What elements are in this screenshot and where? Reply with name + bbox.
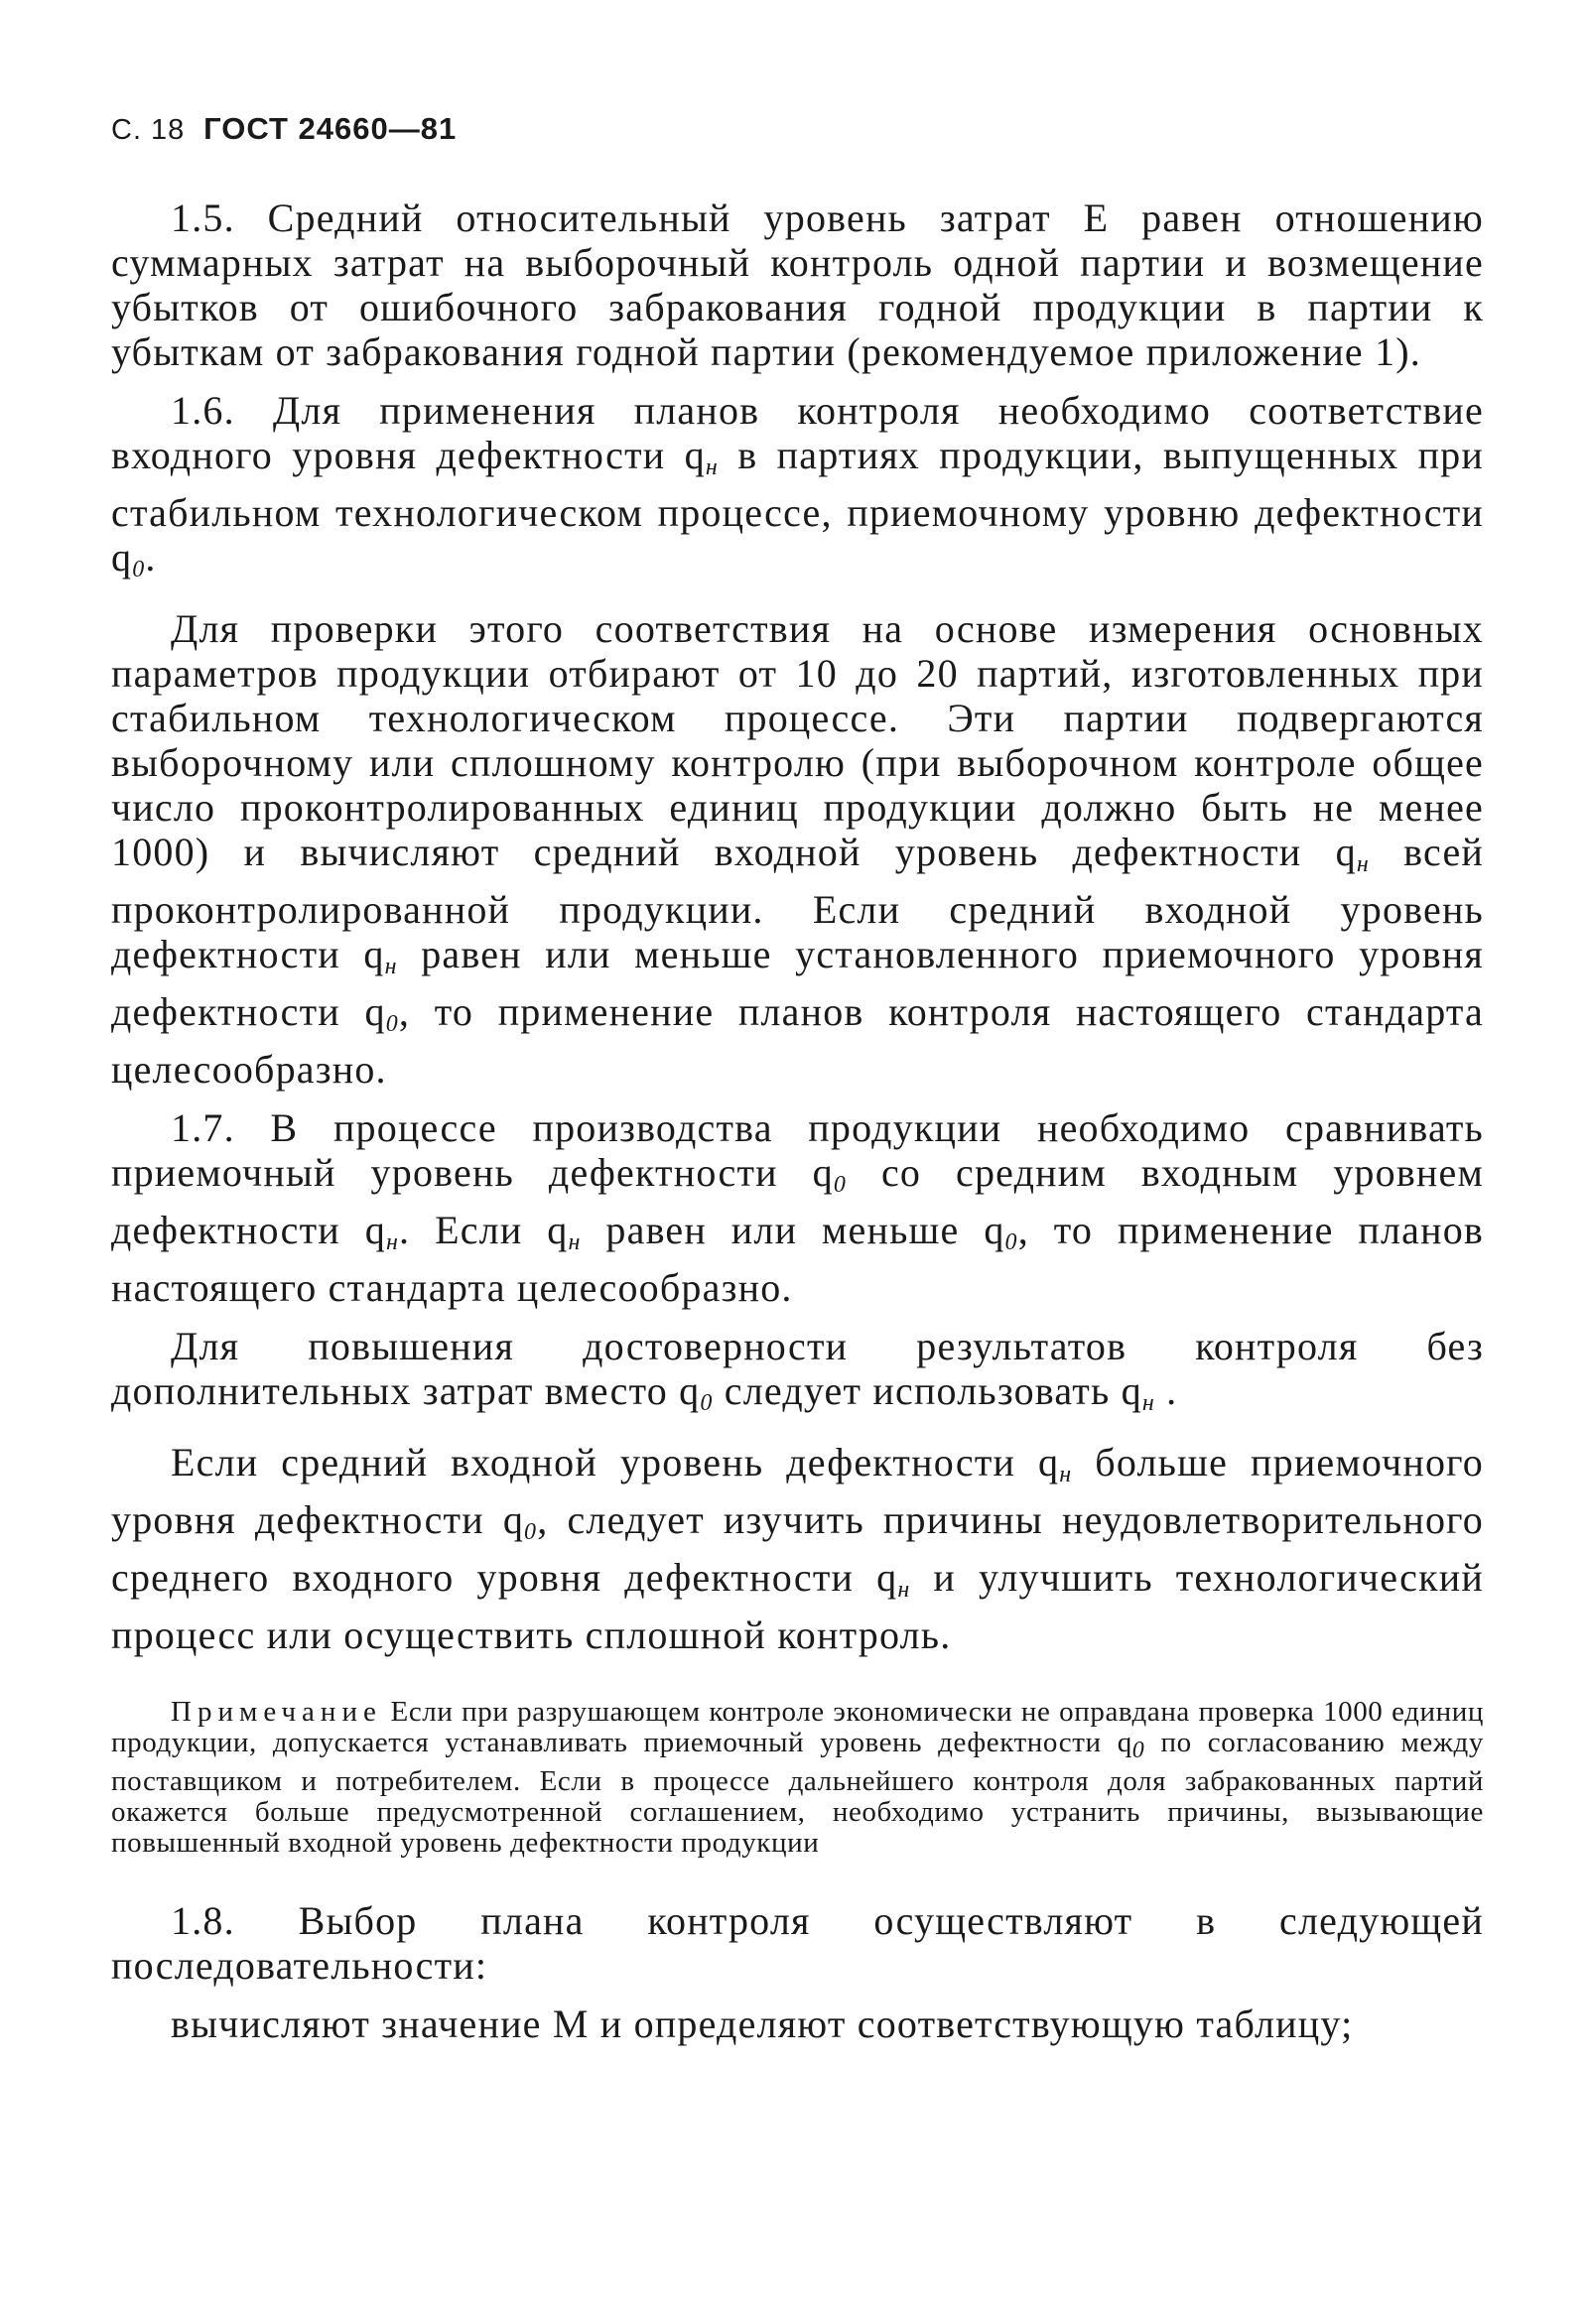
paragraph-1-5: 1.5. Средний относительный уровень затрат E равен отношению суммарных затрат на выборочный контроль одной партии и возмещение убытков от ошибочного забракования годной продукции в партии к убыткам от забракования годной партии (рекомендуемое приложение 1).: [111, 195, 1484, 374]
paragraph-1-7-reliability: Для повышения достоверности результатов контроля без дополнительных затрат вместо $q_0$ следует использовать $q_н$ .: [111, 1324, 1484, 1416]
page-header: [111, 109, 1484, 150]
note: Примечание Если при разрушающем контроле экономически не оправдана проверка 1000 единиц продукции, допускается устанавливать приемочный уровень дефектности $q_0$ по согласованию между поставщиком и потребителем. Если в процессе дальнейшего контроля доля забракованных партий окажется больше предусмотренной соглашением, необходимо устранить причины, вызывающие повышенный входной уровень дефектности продукции: [111, 1696, 1484, 1859]
paragraph-1-7-excess: Если средний входной уровень дефектности $q_н$ больше приемочного уровня дефектности $q_0$, следует изучить причины неудовлетворительного среднего входного уровня дефектности $q_н$ и улучшить технологический процесс или осуществить сплошной контроль.: [111, 1440, 1484, 1657]
paragraph-1-6: 1.6. Для применения планов контроля необходимо соответствие входного уровня дефектности $q_н$ в партиях продукции, выпущенных при стабильном технологическом процессе, приемочному уровню дефектности $q_0$.: [111, 388, 1484, 582]
paragraph-1-8: 1.8. Выбор плана контроля осуществляют в следующей последовательности:: [111, 1898, 1484, 1988]
note-title: Примечание: [171, 1696, 382, 1728]
standard-number: ГОСТ 24660—81: [203, 111, 458, 146]
page-number: С. 18: [111, 114, 186, 146]
paragraph-1-7: 1.7. В процессе производства продукции необходимо сравнивать приемочный уровень дефектности $q_0$ со средним входным уровнем дефектности $q_н$. Если $q_н$ равен или меньше $q_0$, то применение планов настоящего стандарта целесообразно.: [111, 1105, 1485, 1310]
paragraph-1-8-step: вычисляют значение M и определяют соответствующую таблицу;: [171, 2001, 1354, 2046]
paragraph-1-6-check: Для проверки этого соответствия на основе измерения основных параметров продукции отбирают от 10 до 20 партий, изготовленных при стабильном технологическом процессе. Эти партии подвергаются выборочному или сплошному контролю (при выборочном контроле общее число проконтролированных единиц продукции должно быть не менее 1000) и вычисляют средний входной уровень дефектности $q_н$ всей проконтролированной продукции. Если средний входной уровень дефектности $q_н$ равен или меньше установленного приемочного уровня дефектности $q_0$, то применение планов контроля настоящего стандарта целесообразно.: [111, 606, 1485, 1092]
